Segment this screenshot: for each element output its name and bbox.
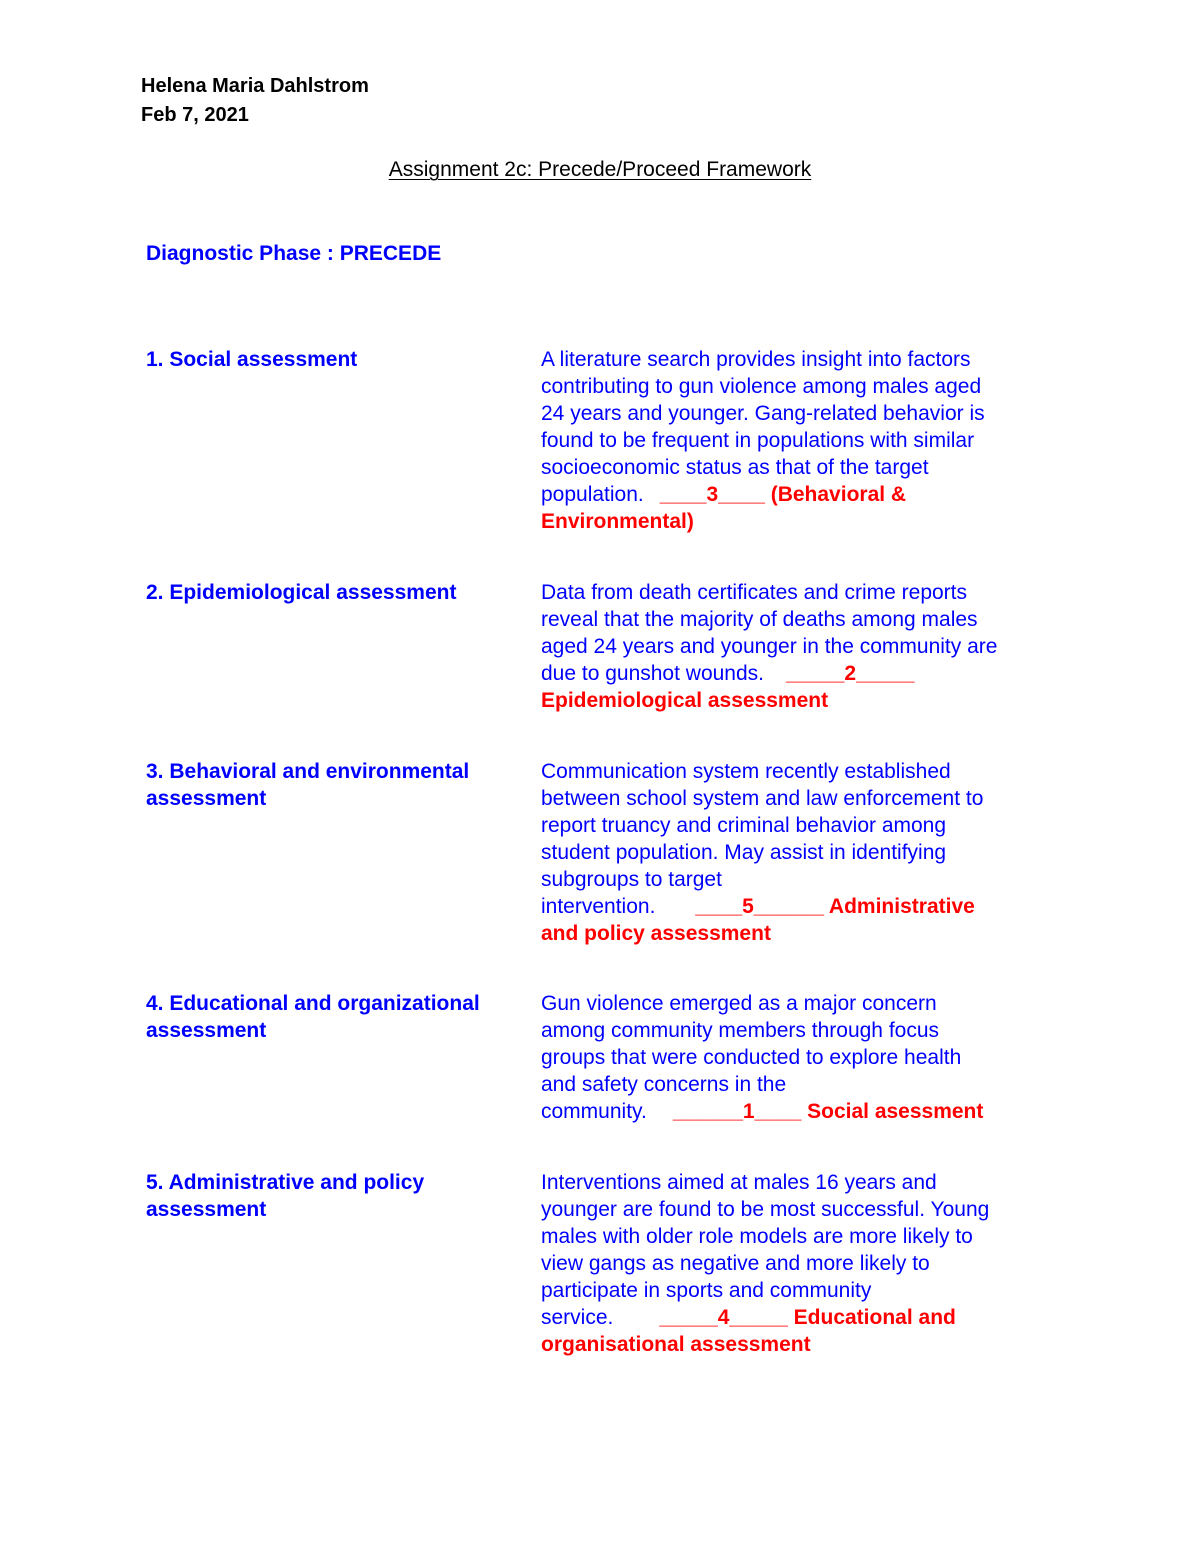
description-line: view gangs as negative and more likely to xyxy=(541,1252,930,1275)
description-line xyxy=(541,1098,1071,1125)
answer-match: ____5______ Administrative xyxy=(695,895,975,918)
description-line: 24 years and younger. Gang-related behavior is xyxy=(541,402,985,425)
answer-match-continued: Environmental) xyxy=(541,510,694,533)
assessment-label: 4. Educational and organizational assessment xyxy=(146,992,480,1042)
description-line: reveal that the majority of deaths among males xyxy=(541,608,978,631)
answer-match: _____4_____ Educational and xyxy=(659,1306,956,1329)
assessment-label: 5. Administrative and policy assessment xyxy=(146,1171,425,1221)
description-line: subgroups to target xyxy=(541,868,722,891)
assessment-description xyxy=(541,346,1071,535)
description-line: aged 24 years and younger in the community are xyxy=(541,635,998,658)
description-line: socioeconomic status as that of the target xyxy=(541,456,929,479)
answer-match: _____2_____ xyxy=(786,662,915,685)
description-line: between school system and law enforcement to xyxy=(541,787,984,810)
phase-heading: Diagnostic Phase : PRECEDE xyxy=(146,242,442,265)
description-line: Gun violence emerged as a major concern xyxy=(541,992,937,1015)
answer-match: ______1____ Social asessment xyxy=(672,1100,984,1123)
description-text: community. xyxy=(541,1100,647,1123)
answer-match-continued: and policy assessment xyxy=(541,922,771,945)
description-line: found to be frequent in populations with similar xyxy=(541,429,975,452)
assessment-label: 2. Epidemiological assessment xyxy=(146,581,457,604)
assignment-title: Assignment 2c: Precede/Proceed Framework xyxy=(388,158,812,181)
answer-match-continued: Epidemiological assessment xyxy=(541,689,829,712)
author-name: Helena Maria Dahlstrom xyxy=(141,75,369,97)
assessment-description xyxy=(541,990,1071,1125)
description-text: due to gunshot wounds. xyxy=(541,662,765,685)
description-text: population. xyxy=(541,483,644,506)
description-line xyxy=(541,1304,1071,1331)
description-line: groups that were conducted to explore health xyxy=(541,1046,962,1069)
assessment-description xyxy=(541,579,1071,714)
assessment-description xyxy=(541,758,1071,947)
description-line: participate in sports and community xyxy=(541,1279,872,1302)
description-line xyxy=(541,660,1071,687)
answer-match-continued: organisational assessment xyxy=(541,1333,811,1356)
description-line: Communication system recently established xyxy=(541,760,951,783)
assessment-description xyxy=(541,1169,1071,1358)
description-line: younger are found to be most successful. Young xyxy=(541,1198,990,1221)
description-line: student population. May assist in identifying xyxy=(541,841,947,864)
description-line: A literature search provides insight into factors xyxy=(541,348,971,371)
description-text: intervention. xyxy=(541,895,656,918)
document-date: Feb 7, 2021 xyxy=(141,104,249,126)
description-line: contributing to gun violence among males aged xyxy=(541,375,982,398)
description-line: Interventions aimed at males 16 years and xyxy=(541,1171,937,1194)
assessment-label: 1. Social assessment xyxy=(146,348,358,371)
description-line xyxy=(541,893,1071,920)
description-line: and safety concerns in the xyxy=(541,1073,787,1096)
author-block xyxy=(141,72,369,130)
description-line: among community members through focus xyxy=(541,1019,940,1042)
description-line: Data from death certificates and crime reports xyxy=(541,581,968,604)
description-text: service. xyxy=(541,1306,614,1329)
answer-match: ____3____ (Behavioral & xyxy=(659,483,907,506)
assessment-label: 3. Behavioral and environmental assessment xyxy=(146,760,470,810)
description-line: males with older role models are more likely to xyxy=(541,1225,973,1248)
description-line xyxy=(541,481,1071,508)
description-line: report truancy and criminal behavior among xyxy=(541,814,947,837)
